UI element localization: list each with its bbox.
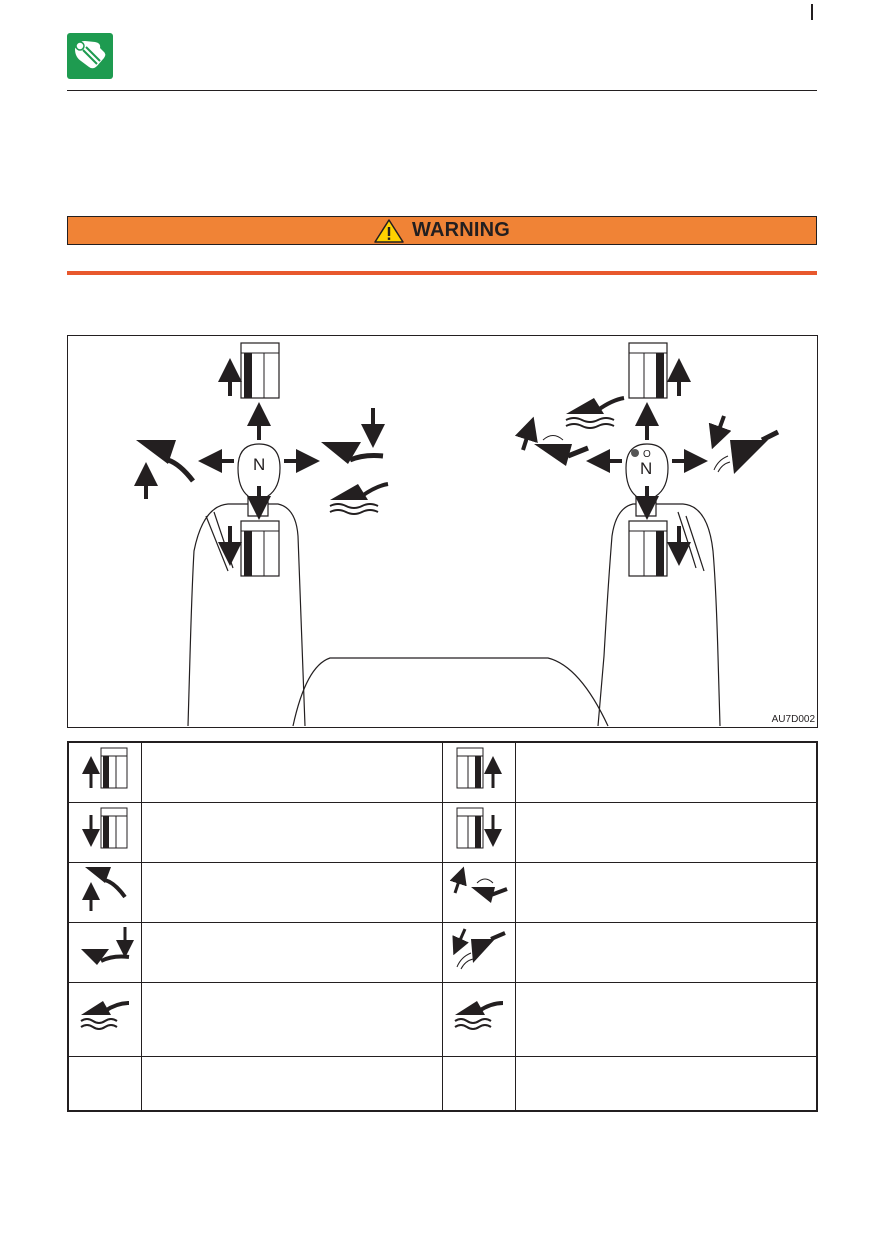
swing-left-icon [68,863,142,923]
legend-empty-icon [68,1057,142,1111]
legend-row [68,923,817,983]
boom-raise-icon [443,803,516,863]
header-rule [67,90,817,91]
hand-lever-icon [67,33,113,79]
warning-divider [67,271,817,275]
right-neutral-label: N [640,459,653,478]
boom-raise-symbol [629,521,679,576]
bucket-dump-icon [443,923,516,983]
legend-row [68,742,817,803]
legend-row [68,1057,817,1111]
warning-label: WARNING [411,219,511,241]
legend-text [142,1057,443,1111]
warning-triangle-icon [374,219,404,243]
right-lever-mark: O [643,449,651,460]
legend-text [142,803,443,863]
legend-empty-icon [443,1057,516,1111]
legend-table [67,741,818,1112]
legend-row [68,983,817,1057]
page-edge-mark [811,4,813,20]
legend-text [516,742,818,803]
arm-in-symbol [230,521,279,576]
boom-lower-icon [443,742,516,803]
legend-text [142,742,443,803]
swing-right-symbol [321,408,383,464]
legend-row [68,863,817,923]
swing-left-symbol [136,440,193,499]
bucket-dump-symbol [714,416,778,474]
arm-out-symbol [230,343,279,398]
bucket-dig-symbol [523,428,588,466]
legend-text [142,983,443,1057]
travel-left-symbol [330,484,388,514]
legend-text [142,863,443,923]
travel-icon [68,983,142,1057]
travel-icon [443,983,516,1057]
legend-text [516,803,818,863]
figure-code: AU7D002 [771,714,815,725]
right-lever-button [631,449,639,457]
left-neutral-label: N [253,455,266,474]
control-lever-figure [67,335,818,728]
seat-outline [293,658,608,726]
arm-in-icon [68,803,142,863]
boom-lower-symbol [629,343,679,398]
legend-text [516,983,818,1057]
legend-text [516,863,818,923]
arm-out-icon [68,742,142,803]
warning-banner [67,216,817,245]
legend-row [68,803,817,863]
legend-text [142,923,443,983]
travel-right-symbol [566,398,624,428]
swing-right-icon [68,923,142,983]
lever-pattern-illustration [68,336,817,727]
bucket-dig-icon [443,863,516,923]
legend-text [516,1057,818,1111]
legend-text [516,923,818,983]
